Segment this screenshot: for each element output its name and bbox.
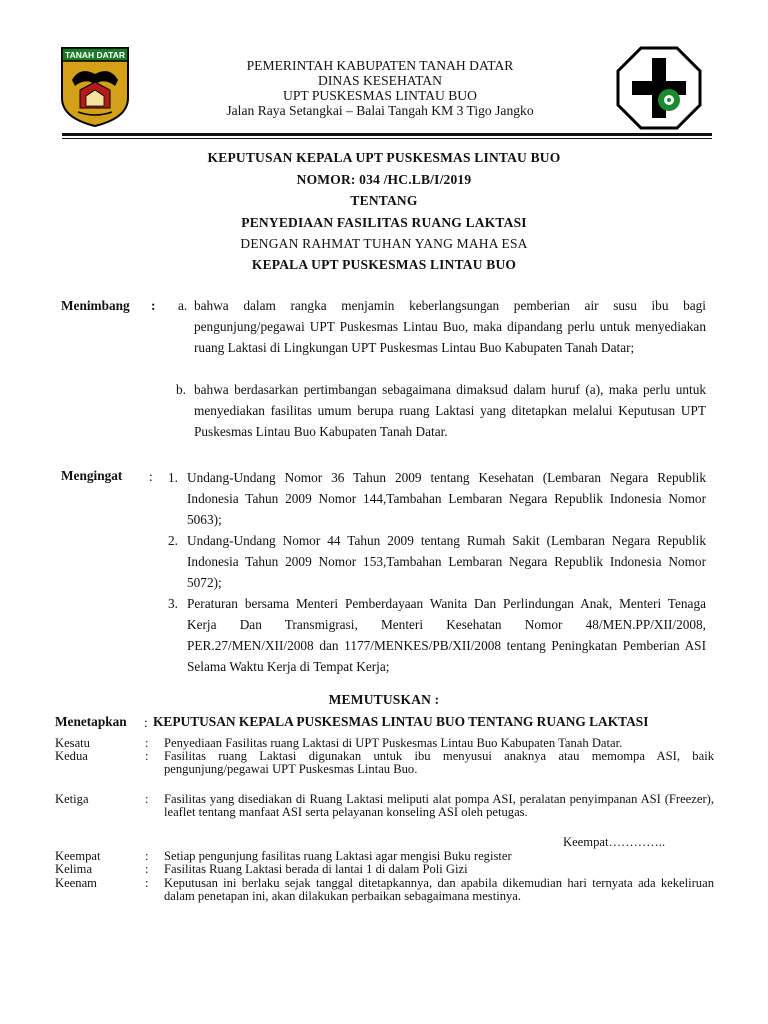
header-rule-thick (62, 133, 712, 136)
header-rule-thin (62, 138, 712, 139)
diktum-kedua-colon: : (145, 749, 149, 763)
diktum-keempat-colon: : (145, 849, 149, 863)
diktum-kelima-label: Kelima (55, 862, 93, 876)
menimbang-item-a-marker: a. (178, 298, 188, 313)
svg-text:TANAH DATAR: TANAH DATAR (65, 50, 125, 60)
tanah-datar-logo (60, 46, 130, 128)
decree-subject: PENYEDIAAN FASILITAS RUANG LAKTASI (241, 215, 527, 230)
mengingat-item-2-marker: 2. (168, 533, 178, 548)
diktum-ketiga-text: Fasilitas yang disediakan di Ruang Laktasi meliputi alat pompa ASI, peralatan penyimpanan ASI (Freezer), leaflet tentang manfaat ASI serta pelayanan konseling ASI oleh petugas. (164, 792, 714, 819)
diktum-kelima-colon: : (145, 862, 149, 876)
menimbang-item-b: bahwa berdasarkan pertimbangan sebagaimana dimaksud dalam huruf (a), maka perlu untuk menyediakan fasilitas umum berupa ruang Laktasi yang ditetapkan melalui Keputusan UPT Puskesmas Lintau Buo Kabupaten Tanah Datar. (194, 382, 706, 439)
header-department: DINAS KESEHATAN (318, 73, 442, 88)
kemenkes-logo (616, 46, 702, 130)
diktum-kesatu-colon: : (145, 736, 149, 750)
diktum-keenam-label: Keenam (55, 876, 97, 890)
menetapkan-label: Menetapkan (55, 714, 127, 729)
mengingat-label: Mengingat (61, 468, 123, 483)
menetapkan-colon: : (144, 715, 148, 730)
diktum-keenam-text: Keputusan ini berlaku sejak tanggal ditetapkannya, dan apabila dikemudian hari ternyata ada kekeliruan dalam penetapan ini, akan dilakukan perbaikan sebagaimana mestinya. (164, 876, 714, 903)
decree-authority: KEPALA UPT PUSKESMAS LINTAU BUO (251, 257, 517, 272)
decree-invocation: DENGAN RAHMAT TUHAN YANG MAHA ESA (240, 236, 528, 251)
mengingat-colon: : (149, 469, 153, 484)
diktum-kesatu-label: Kesatu (55, 736, 90, 750)
diktum-kelima-text: Fasilitas Ruang Laktasi berada di lantai 1 di dalam Poli Gizi (164, 862, 468, 876)
diktum-kesatu-text: Penyediaan Fasilitas ruang Laktasi di UPT Puskesmas Lintau Buo Kabupaten Tanah Datar. (164, 736, 623, 750)
diktum-ketiga-colon: : (145, 792, 149, 806)
decree-tentang: TENTANG (350, 193, 418, 208)
header-government: PEMERINTAH KABUPATEN TANAH DATAR (246, 58, 514, 73)
decree-number: NOMOR: 034 /HC.LB/I/2019 (296, 172, 472, 187)
memutuskan-heading: MEMUTUSKAN : (328, 692, 440, 707)
decree-title: KEPUTUSAN KEPALA UPT PUSKESMAS LINTAU BUO (207, 150, 561, 165)
mengingat-item-1: Undang-Undang Nomor 36 Tahun 2009 tentang Kesehatan (Lembaran Negara Republik Indonesia Tahun 2009 Nomor 144,Tambahan Lembaran Negara Republik Indonesia Nomor 5063); (187, 470, 706, 527)
mengingat-item-3-marker: 3. (168, 596, 178, 611)
menetapkan-text: KEPUTUSAN KEPALA PUSKESMAS LINTAU BUO TENTANG RUANG LAKTASI (153, 714, 649, 729)
menimbang-colon: : (151, 298, 156, 313)
menimbang-item-a: bahwa dalam rangka menjamin keberlangsungan pemberian air susu ibu bagi pengunjung/pegawai UPT Puskesmas Lintau Buo, maka dipandang perlu untuk menyediakan ruang Laktasi di Lingkungan UPT Puskesmas Lintau Buo Kabupaten Tanah Datar; (194, 298, 706, 355)
diktum-kedua-text: Fasilitas ruang Laktasi digunakan untuk ibu menyusui anaknya atau memompa ASI, baik pengunjung/pegawai UPT Puskesmas Lintau Buo. (164, 749, 714, 776)
diktum-keempat-label: Keempat (55, 849, 101, 863)
diktum-keenam-colon: : (145, 876, 149, 890)
diktum-keempat-text: Setiap pengunjung fasilitas ruang Laktasi agar mengisi Buku register (164, 849, 512, 863)
menimbang-label: Menimbang (61, 298, 130, 313)
header-address: Jalan Raya Setangkai – Balai Tangah KM 3 Tigo Jangko (226, 103, 534, 118)
mengingat-item-1-marker: 1. (168, 470, 178, 485)
header-puskesmas: UPT PUSKESMAS LINTAU BUO (283, 88, 477, 103)
page-continuation: Keempat………….. (563, 835, 666, 849)
diktum-kedua-label: Kedua (55, 749, 88, 763)
mengingat-item-3: Peraturan bersama Menteri Pemberdayaan Wanita Dan Perlindungan Anak, Menteri Tenaga Kerja Dan Transmigrasi, Menteri Kesehatan Nomor 48/MEN.PP/XII/2008, PER.27/MEN/XII/2008 dan 1177/MENKES/PB/XII/2008 tentang Peningkatan Pemberian ASI Selama Waktu Kerja di Tempat Kerja; (187, 596, 706, 674)
diktum-ketiga-label: Ketiga (55, 792, 89, 806)
menimbang-item-b-marker: b. (176, 382, 186, 397)
mengingat-item-2: Undang-Undang Nomor 44 Tahun 2009 tentang Rumah Sakit (Lembaran Negara Republik Indonesia Tahun 2009 Nomor 153,Tambahan Lembaran Negara Republik Indonesia Nomor 5072); (187, 533, 706, 590)
